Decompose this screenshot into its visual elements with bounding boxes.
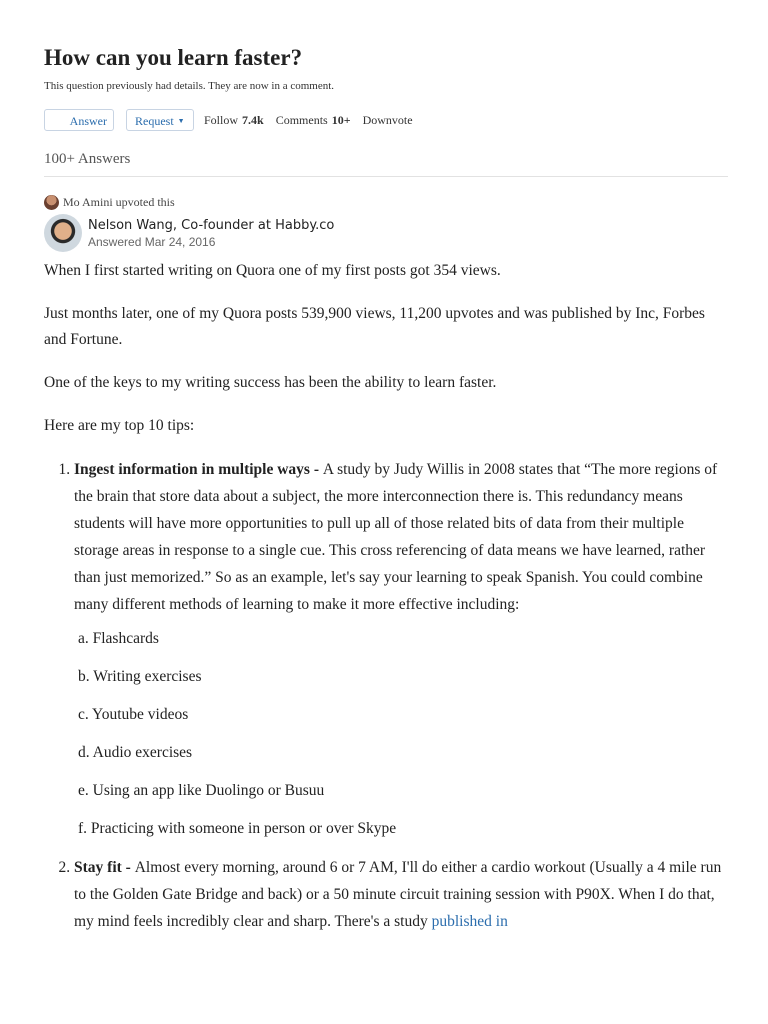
answer-body [44, 258, 724, 935]
sub-item: a. Flashcards [78, 630, 159, 647]
tip-text: A study by Judy Willis in 2008 states that “The more regions of the brain that store data about a subject, the more interconnection there is. This redundancy means students will have more opportunities to pull up all of those related bits of data from their multiple storage areas in response to a single cue. This cross referencing of data means we have learned, rather than just memorized.” So as an example, let's say your learning to speak Spanish. You could combine many different methods of learning to make it more effective including: [74, 461, 718, 613]
tip-item [74, 854, 724, 935]
tip-title: Ingest information in multiple ways - [74, 461, 323, 478]
comments-label: Comments [275, 112, 328, 127]
upvoter-avatar[interactable] [44, 195, 59, 210]
upvoted-text[interactable]: Mo Amini upvoted this [63, 195, 175, 209]
request-button[interactable] [126, 109, 194, 131]
tips-list [44, 456, 724, 935]
sub-item: d. Audio exercises [78, 744, 193, 761]
paragraph: When I first started writing on Quora one of my first posts got 354 views. [44, 262, 501, 279]
answer-button[interactable]: Answer [44, 109, 114, 131]
sub-item: e. Using an app like Duolingo or Busuu [78, 782, 325, 799]
sub-list [74, 626, 724, 842]
request-label: Request [135, 114, 174, 128]
author-name[interactable]: Nelson Wang, Co-founder at Habby.co [88, 217, 335, 233]
answers-count: 100+ Answers [44, 151, 728, 177]
caret-down-icon: ▼ [177, 117, 185, 125]
paragraph: Here are my top 10 tips: [44, 417, 195, 434]
question-page [44, 42, 728, 945]
author-avatar[interactable] [44, 214, 82, 252]
question-title: How can you learn faster? [44, 45, 303, 70]
follow-count: 7.4k [242, 112, 264, 127]
sub-item: c. Youtube videos [78, 706, 189, 723]
downvote-button[interactable]: Downvote [362, 112, 413, 127]
sub-item: f. Practicing with someone in person or over Skype [78, 820, 397, 837]
paragraph: One of the keys to my writing success has been the ability to learn faster. [44, 374, 497, 391]
tip-text: Almost every morning, around 6 or 7 AM, I'll do either a cardio workout (Usually a 4 mile run to the Golden Gate Bridge and back) or a 50 minute circuit training session with P90X. When I do that, my mind feels incredibly clear and sharp. There's a study [74, 859, 722, 930]
question-details: This question previously had details. They are now in a comment. [44, 80, 335, 92]
follow-label: Follow [204, 112, 239, 127]
action-bar [44, 109, 728, 131]
answer-author [44, 214, 728, 252]
tip-title: Stay fit - [74, 859, 135, 876]
study-link[interactable]: published in [431, 913, 508, 930]
paragraph: Just months later, one of my Quora posts 539,900 views, 11,200 upvotes and was published by Inc, Forbes and Fortune. [44, 305, 705, 348]
comments-button[interactable] [276, 113, 351, 128]
sub-item: b. Writing exercises [78, 668, 202, 685]
answer-date[interactable]: Answered Mar 24, 2016 [88, 234, 216, 249]
tip-item [74, 456, 724, 842]
follow-button[interactable] [204, 113, 264, 128]
comments-count: 10+ [331, 112, 351, 127]
upvoted-by [44, 195, 728, 210]
